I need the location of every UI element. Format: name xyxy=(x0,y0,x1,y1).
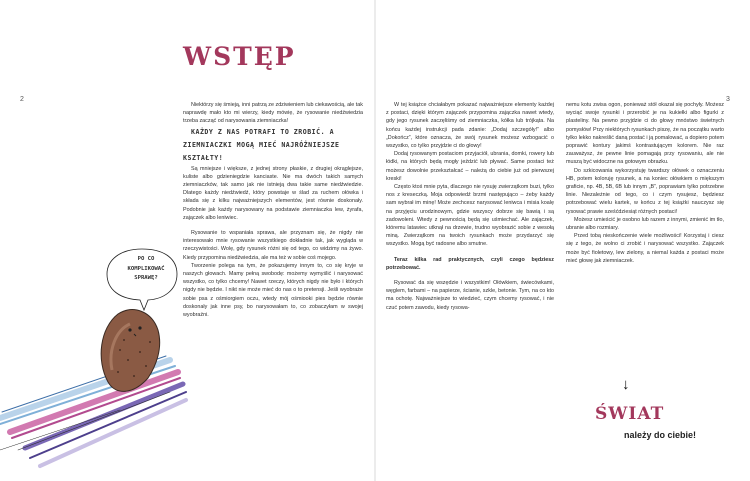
bold-paragraph: Teraz kilka rad praktycznych, czyli czego będziesz potrzebować. xyxy=(386,256,554,271)
paragraph: nemu kotu zwisa ogon, ponieważ stół okazał się pochyły. Możesz wyciąć swoje rysunki i przerobić je na kukiełki albo figurki z plasteliny. Na pewno przyjdzie ci do głowy mnóstwo świetnych pomysłów! Przy niektórych rysunkach piszę, że na początku warto tylko lekko nakreślić daną postać i ją pomalować, a dopiero potem poprawić kontury jakimś kontrastującym kolorem. Nie raz zauważysz, że pewne linie pomagają przy rysowaniu, ale nie muszą być widoczne na gotowym obrazku. xyxy=(566,102,724,166)
left-page-number: 2 xyxy=(20,96,24,103)
colored-pencils xyxy=(0,356,186,466)
handwritten-heading: KAŻDY Z NAS POTRAFI TO ZROBIĆ. A ZIEMNIACZKI MOGĄ MIEĆ NAJRÓŻNIEJSZE KSZTAŁTY! xyxy=(183,127,340,162)
paragraph: Tworzenie polega na tym, że pokazujemy innym to, co się kryje w naszych głowach. Mamy pełną swobodę: możemy wymyślić i narysować wszystko, co tylko chcemy! Nawet rzeczy, których nigdy nie było i których nigdy nie będzie. I nikt nie może mieć do nas o to pretensji. Jeśli wyobraże sobie psa z ośmiorgiem oczu, wtedy mój ośmiooki pies będzie równie doskonały jak inne psy, bo narysowałam to, co zobaczyłam w swojej wyobraźni. xyxy=(183,262,363,319)
paragraph: W tej książce chciałabym pokazać najważniejsze elementy każdej z postaci, dzięki którym zajączek przypomina zajączka nawet wtedy, gdy jego rysunek zaczęliśmy od ziemniaczka, kółka lub trójkąta. Na końcu każdej instrukcji pada zdanie: „Dodaj szczegóły!” albo „Dokończ”, które oznacza, że swój rysunek możesz wzbogacić o wszystko, co tylko przyjdzie ci do głowy! xyxy=(386,102,554,150)
hedgehog-pencils-illustration xyxy=(0,300,190,480)
closing-title: ŚWIAT xyxy=(595,404,665,424)
paragraph: Możesz umieścić je osobno lub razem z innymi, zmienić im tło, ubranie albo rozmiary. xyxy=(566,216,724,232)
text-column-2 xyxy=(386,101,554,312)
paragraph: Są mniejsze i większe, z jednej strony płaskie, z drugiej okrąglejsze, kuliste albo gdzieniegdzie kanciaste. Nie ma dwóch takich samych ziemniaczków, tak samo jak nie istnieją dwa takie same niedźwiedzie. Dlatego każdy niedźwiedź, który powstaje w ślad za ruchem ołówka i składa się z kilku najważniejszych elementów, jest równie doskonały. Podobnie jak każdy narysowany na podstawie ziemniaczka lew, żyrafa, zajączek albo leniwiec. xyxy=(183,165,363,221)
paragraph: Do szkicowania wykorzystuję twardszy ołówek o oznaczeniu HB, potem koloruję rysunek, a na koniec ołówkiem o miększym graficie, np. 4B, 5B, 6B lub innym „B”, poprawiam tylko potrzebne linie. Niezależnie od tego, co i czym rysujesz, będziesz potrzebować wielu kartek, w końcu z tej książki nauczysz się rysować prawie sześćdziesiąt różnych postaci! xyxy=(566,167,724,215)
paragraph: Rysować da się wszędzie i wszystkim! Ołówkiem, świecówkami, węglem, farbami – na papierze, ścianie, szkle, betonie. Tym, na co kto ma ochotę. Najważniejsze to wiedzieć, czym chcemy rysować, i nie czuć potem zawodu, kiedy rysowa- xyxy=(386,280,554,311)
down-arrow-icon: ↓ xyxy=(622,376,630,393)
page-gutter xyxy=(374,0,376,481)
text-column-1 xyxy=(183,101,363,319)
closing-tagline: należy do ciebie! xyxy=(624,430,697,440)
paragraph: Rysowanie to wspaniała sprawa, ale przyznam się, że nigdy nie interesowało mnie rysowanie wszystkiego dokładnie tak, jak wygląda w rzeczywistości. Wolę, gdy rysunek różni się od tego, co widzimy na żywo. Kiedy przypomina niedźwiedzia, ale ma też w sobie coś mojego. xyxy=(183,230,363,261)
bubble-line: PO CO xyxy=(137,256,155,262)
bubble-line: SPRAWĘ? xyxy=(134,275,158,281)
paragraph: Przed tobą nieskończenie wiele możliwości! Korzystaj i ciesz się z tego, że wolno ci zrobić i narysować wszystko. Zajączek może być fioletowy, lew zielony, a niemal każda z postaci może mieć głowę jak ziemniaczek. xyxy=(566,233,724,264)
paragraph: Dodaj rysowanym postaciom przyjaciół, ubrania, domki, rowery lub łódki, na których będą mogły jeździć lub pływać. Same postaci też możesz dowolnie przekształcać – należą do ciebie już od pierwszej kreski! xyxy=(386,151,554,182)
chapter-title: WSTĘP xyxy=(183,42,296,71)
bubble-text xyxy=(120,255,172,284)
paragraph: Niektórzy się śmieją, inni patrzą ze zdziwieniem lub ciekawością, ale tak naprawdę mało kto mi wierzy, kiedy mówię, że rysowanie niedźwiedzia trzeba zacząć od narysowania ziemniaczka! xyxy=(183,102,363,125)
right-page-number: 3 xyxy=(726,96,730,103)
bubble-line: KOMPLIKOWAĆ xyxy=(127,265,165,272)
paragraph: Często ktoś mnie pyta, dlaczego nie rysuję zwierzątkom buzi, tylko nos z kreseczką. Moja odpowiedź brzmi następująco – żeby każdy sam wybrał im minę! Może zechcesz narysować leniwca i misia koalę na przyjęciu urodzinowym, gdzie wszyscy dobrze się bawią i są zadowoleni. Wtedy z pewnością będą się uśmiechać. Ale zajączek, któremu latawiec utknął na drzewie, trudno wyobrazić sobie z wesołą miną. Zwierzątkom na twoich rysunkach może przydarzyć się wszystko. Mogą być radosne albo smutne. xyxy=(386,184,554,248)
text-column-3 xyxy=(566,101,724,265)
